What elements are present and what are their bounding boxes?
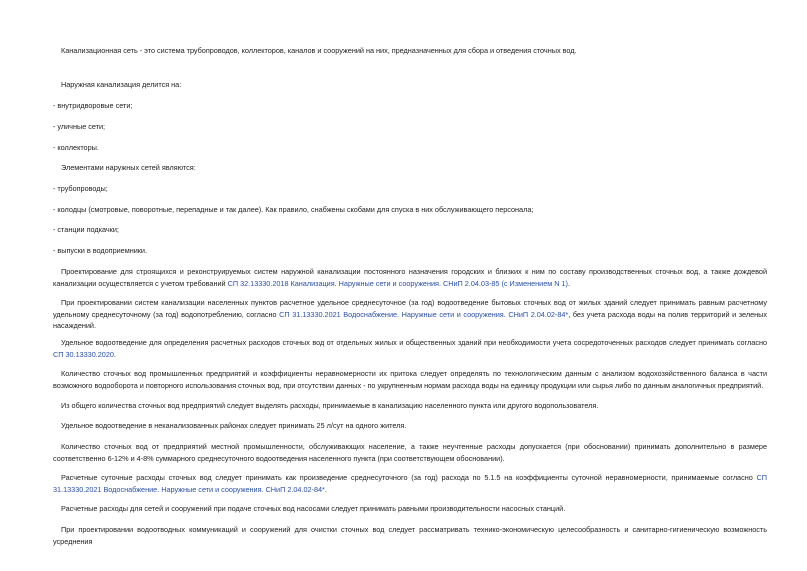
paragraph-industrial-wastewater: Количество сточных вод промышленных предприятий и коэффициенты неравномерности их притока следует определять по технологическим данным с анализом водохозяйственного баланса в части возможного водооборота и повторного использования сточных вод, при отсутствии данных - по укрупненным нормам расхода воды на единицу продукции или сырья либо по данным аналогичных предприятий. — [53, 369, 767, 390]
paragraph-external-sewer-intro: Наружная канализация делится на: — [61, 80, 182, 89]
list-item-yard-networks: - внутридворовые сети; — [53, 101, 133, 110]
paragraph-text: При проектировании систем канализации населенных пунктов расчетное удельное среднесуточное (за год) водоотведение бытовых сточных вод от жилых зданий следует принимать равным расчетному удельному среднесуточному (за год) водопотреблению, согласно — [53, 298, 767, 319]
list-item-pump-stations: - станции подкачки; — [53, 225, 119, 234]
paragraph-definition: Канализационная сеть - это система трубопроводов, коллекторов, каналов и сооружений на них, предназначенных для сбора и отведения сточных вод. — [61, 46, 577, 55]
paragraph-design-requirements — [53, 266, 767, 289]
list-item-collectors: - коллекторы. — [53, 143, 99, 152]
paragraph-household-discharge — [53, 297, 767, 332]
list-item-outlets: - выпуски в водоприемники. — [53, 246, 147, 255]
paragraph-local-industry: Количество сточных вод от предприятий местной промышленности, обслуживающих население, а также неучтенные расходы допускается (при обосновании) принимать дополнительно в размере соответственно 6-12% и 4-8% суммарного среднесуточного водоотведения населенного пункта (при соответствующем обосновании). — [53, 442, 767, 463]
paragraph-text: Проектирование для строящихся и реконструируемых систем наружной канализации постоянного назначения городских и близких к ним по составу производственных сточных вод, а также дождевой канализации осуществляется с учетом требований — [53, 267, 767, 288]
list-item-street-networks: - уличные сети; — [53, 122, 106, 131]
link-sp-32-13330-2018[interactable]: СП 32.13330.2018 Канализация. Наружные сети и сооружения. СНиП 2.04.03-85 (с Изменением N 1) — [227, 278, 568, 288]
paragraph-text: Удельное водоотведение для определения расчетных расходов сточных вод от отдельных жилых и общественных зданий при необходимости учета сосредоточенных расходов следует принимать согласно — [61, 338, 767, 347]
link-sp-31-13330-2021-b[interactable]: СП 31.13330.2021 Водоснабжение. Наружные сети и сооружения. СНиП 2.04.02-84* — [53, 473, 767, 494]
paragraph-text: . — [113, 349, 116, 359]
link-sp-30-13330-2020[interactable]: СП 30.13330.2020 — [53, 349, 114, 359]
paragraph-text: . — [567, 278, 570, 288]
paragraph-pumped-flow: Расчетные расходы для сетей и сооружений при подаче сточных вод насосами следует принимать равными производительности насосных станций. — [61, 504, 566, 513]
paragraph-enterprise-discharge: Из общего количества сточных вод предприятий следует выделять расходы, принимаемые в канализацию населенного пункта или другого водопользователя. — [61, 401, 599, 410]
paragraph-treatment-design: При проектировании водоотводных коммуникаций и сооружений для очистки сточных вод следует рассматривать технико-экономическую целесообразность и санитарно-гигиеническую возможность усреднения — [53, 525, 767, 546]
paragraph-specific-discharge — [53, 337, 767, 360]
paragraph-text: . — [324, 484, 327, 494]
link-sp-31-13330-2021[interactable]: СП 31.13330.2021 Водоснабжение. Наружные сети и сооружения. СНиП 2.04.02-84* — [279, 309, 569, 319]
paragraph-network-elements-intro: Элементами наружных сетей являются: — [61, 163, 196, 172]
paragraph-daily-flow — [53, 472, 767, 495]
list-item-pipelines: - трубопроводы; — [53, 184, 108, 193]
paragraph-text: Расчетные суточные расходы сточных вод следует принимать как произведение среднесуточного (за год) расхода по 5.1.5 на коэффициенты суточной неравномерности, принимаемые согласно — [61, 473, 757, 482]
list-item-manholes: - колодцы (смотровые, поворотные, перепадные и так далее). Как правило, снабжены скобами для спуска в них обслуживающего персонала; — [53, 205, 534, 214]
paragraph-unsewered-areas: Удельное водоотведение в неканализованных районах следует принимать 25 л/сут на одного жителя. — [61, 421, 407, 430]
paragraph-text: , без учета расхода воды на полив территорий и зеленых насаждений. — [53, 309, 767, 331]
